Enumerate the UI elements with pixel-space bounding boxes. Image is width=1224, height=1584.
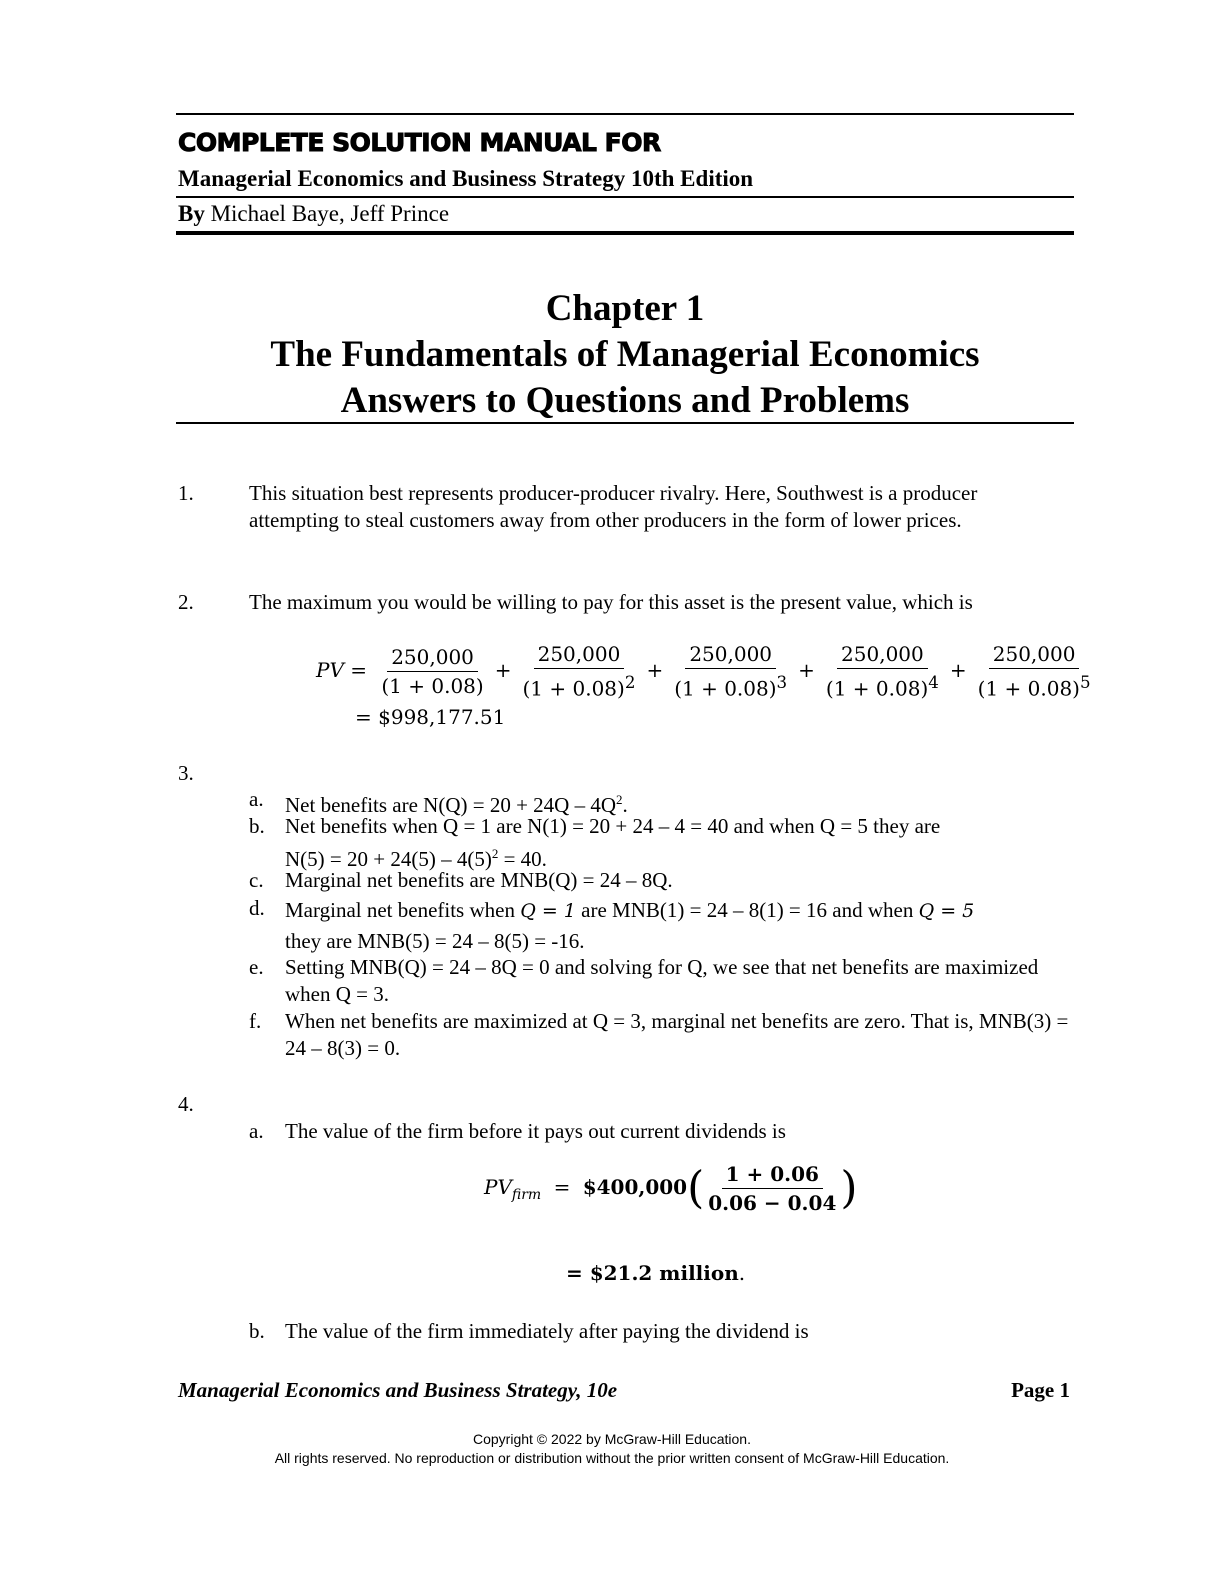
question-1-number: 1.: [178, 481, 194, 505]
chapter-rule: [176, 422, 1074, 424]
pv-lhs: PV =: [316, 657, 368, 682]
q3-item-b-letter: b.: [249, 814, 265, 838]
rights-notice: All rights reserved. No reproduction or distribution without the prior written consent of McGraw-Hill Education.: [274, 1450, 950, 1466]
growth-fraction: $\frac{1 + 0.06}{0.06 - 0.04}$: [708, 1162, 837, 1215]
question-4-number: 4.: [178, 1092, 194, 1116]
header-bottom-rule: [176, 231, 1074, 235]
firm-value-result: = $21.2 million.: [566, 1261, 746, 1285]
q3-item-c: Marginal net benefits are MNB(Q) = 24 – 8Q.: [285, 868, 673, 892]
pv-term-5: $\frac{250,000}{(1 + 0.08)^5}$: [977, 642, 1091, 701]
q3-item-e: Setting MNB(Q) = 24 – 8Q = 0 and solving for Q, we see that net benefits are maximized when Q = 3.: [285, 955, 1039, 1006]
manual-title: COMPLETE SOLUTION MANUAL FOR: [178, 128, 661, 157]
title-rule: [176, 196, 1074, 198]
question-2-answer: The maximum you would be willing to pay for this asset is the present value, which is: [249, 590, 973, 614]
q4-item-b-letter: b.: [249, 1319, 265, 1343]
footer-book-title: Managerial Economics and Business Strategy, 10e: [178, 1378, 618, 1402]
author-names: Michael Baye, Jeff Prince: [210, 201, 450, 226]
pv-result: = $998,177.51: [355, 705, 506, 729]
q4-item-a: The value of the firm before it pays out current dividends is: [285, 1119, 786, 1143]
book-title: Managerial Economics and Business Strategy 10th Edition: [178, 166, 754, 191]
q3-item-d: Marginal net benefits when Q = 1 are MNB(1) = 24 – 8(1) = 16 and when Q = 5 they are MNB(5) = 24 – 8(5) = -16.: [285, 898, 975, 953]
firm-pv-lhs: $PV_{firm}$: [484, 1175, 542, 1203]
q3-item-a-letter: a.: [249, 787, 264, 811]
pv-term-2: $\frac{250,000}{(1 + 0.08)^2}$: [522, 642, 636, 701]
authors-line: [178, 201, 449, 227]
q3-item-c-letter: c.: [249, 868, 264, 892]
question-2-number: 2.: [178, 590, 194, 614]
firm-value-equation: $PV_{firm}$ = $400,000( $\frac{1 + 0.06}{0.06 - 0.04}$ ): [484, 1162, 858, 1215]
q3-item-d-letter: d.: [249, 896, 265, 920]
page-number: Page 1: [1011, 1378, 1070, 1402]
q4-item-b: The value of the firm immediately after paying the dividend is: [285, 1319, 809, 1343]
q3-item-e-letter: e.: [249, 955, 264, 979]
q3-item-f-letter: f.: [249, 1009, 262, 1033]
by-label: By: [178, 201, 205, 226]
chapter-number: Chapter 1: [545, 288, 705, 329]
chapter-subtitle: Answers to Questions and Problems: [340, 380, 910, 421]
q3-item-a: Net benefits are $N(Q) = 20 + 24Q - 4Q^2$.: [285, 792, 628, 817]
top-rule: [176, 113, 1074, 115]
present-value-equation: PV = $\frac{250,000}{(1 + 0.08)}$ + $\frac{250,000}{(1 + 0.08)^2}$ + $\frac{250,000}{(1 + 0.08)^3}$ + $\frac{250,000}{(1 + 0.08)^4}$ + $\frac{250,000}{(1 + 0.08)^5}$: [316, 642, 1099, 701]
q3-item-f: When net benefits are maximized at Q = 3, marginal net benefits are zero. That is, MNB(3) = 24 – 8(3) = 0.: [285, 1009, 1069, 1060]
q3-item-b: Net benefits when Q = 1 are N(1) = 20 + 24 – 4 = 40 and when Q = 5 they are $N(5) = 20 + 24(5) - 4(5)^2 = 40$.: [285, 814, 941, 871]
question-3-number: 3.: [178, 761, 194, 785]
q4-item-a-letter: a.: [249, 1119, 264, 1143]
chapter-title: The Fundamentals of Managerial Economics: [270, 334, 980, 375]
question-1-answer: This situation best represents producer-producer rivalry. Here, Southwest is a producer attempting to steal customers away from other producers in the form of lower prices.: [249, 481, 978, 532]
dividend-amount: $400,000: [582, 1175, 688, 1199]
pv-term-3: $\frac{250,000}{(1 + 0.08)^3}$: [674, 642, 788, 701]
pv-term-1: $\frac{250,000}{(1 + 0.08)}$: [381, 644, 484, 698]
copyright-notice: Copyright © 2022 by McGraw-Hill Education.: [473, 1431, 751, 1447]
pv-term-4: $\frac{250,000}{(1 + 0.08)^4}$: [825, 642, 939, 701]
